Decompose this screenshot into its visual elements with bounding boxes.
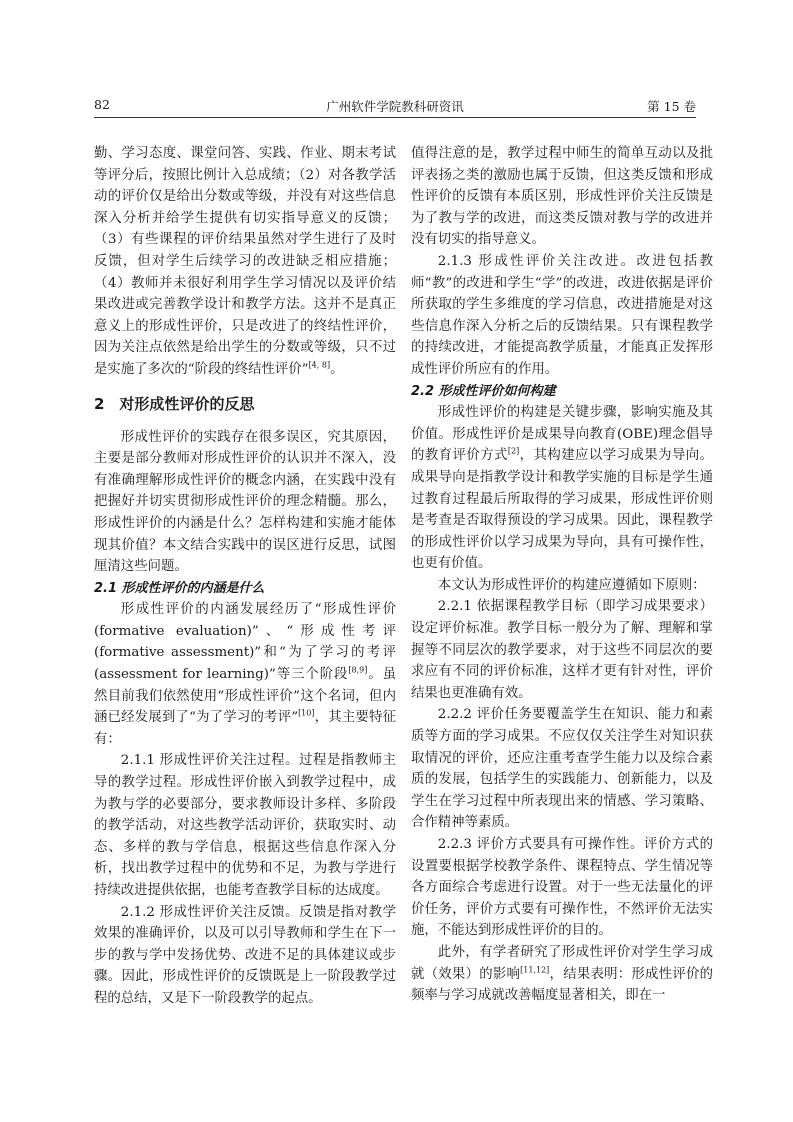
paragraph: 形成性评价的构建是关键步骤，影响实施及其价值。形成性评价是成果导向教育(OBE)理念倡导的教育评价方式[2]，其构建应以学习成果为导向。成果导向是指教学设计和教学实施的目标是学生通过教育过程最后所取得的学习成果，形成性评价则是考查是否取得预设的学习成果。因此，课程教学的形成性评价以学习成果为导向，具有可操作性，也更有价值。 — [411, 405, 714, 572]
citation: [11,12] — [520, 965, 550, 975]
running-header — [94, 97, 696, 117]
right-column — [411, 143, 713, 1007]
paragraph: 勤、学习态度、课堂问答、实践、作业、期末考试等评分后，按照比例计入总成绩；（2）对各教学活动的评价仅是给出分数或等级，并没有对这些信息深入分析并给学生提供有切实指导意义的反馈；（3）有些课程的评价结果虽然对学生进行了及时反馈，但对学生后续学习的改进缺乏相应措施；（4）教师并未很好利用学生学习情况以及评价结果改进或完善教学设计和教学方法。这并不是真正意义上的形成性评价，只是改进了的终结性评价，因为关注点依然是给出学生的分数或等级，只不过是实施了多次的“阶段的终结性评价”[4, 8]。 — [94, 146, 396, 377]
paragraph: 2.1.3 形成性评价关注改进。改进包括教师“教”的改进和学生“学”的改进，改进依据是评价所获取的学生多维度的学习信息，改进措施是对这些信息作深入分析之后的反馈结果。只有课程教学的持续改进，才能提高教学质量，才能真正发挥形成性评价所应有的作用。 — [411, 253, 713, 377]
paragraph: 形成性评价的内涵发展经历了“形成性评价(formative evaluation)”、“形成性考评(formative assessment)”和“为了学习的考评(assessment for learning)”等三个阶段[8,9]。虽然目前我们依然使用“形成性评价”这个名词，但内涵已经发展到了“为了学习的考评”[10]，其主要特征有： — [94, 602, 396, 747]
subsection-heading: 2.1 形成性评价的内涵是什么 — [94, 580, 265, 596]
citation: [10] — [298, 708, 315, 718]
header-rule — [94, 117, 696, 118]
paragraph: 2.2.1 依据课程教学目标（即学习成果要求）设定评价标准。教学目标一般分为了解、理解和掌握等不同层次的教学要求，对于这些不同层次的要求应有不同的评价标准，这样才更有针对性，评价结果也更准确有效。 — [411, 599, 713, 701]
paragraph: 2.1.1 形成性评价关注过程。过程是指教师主导的教学过程。形成性评价嵌入到教学过程中，成为教与学的必要部分，要求教师设计多样、多阶段的教学活动，对这些教学活动评价，获取实时、动态、多样的教与学信息，根据这些信息作深入分析，找出教学过程中的优势和不足，为教与学进行持续改进提供依据，也能考查教学目标的达成度。 — [94, 753, 396, 898]
paragraph: 形成性评价的实践存在很多误区，究其原因，主要是部分教师对形成性评价的认识并不深入，没有准确理解形成性评价的概念内涵，在实践中没有把握好并切实贯彻形成性评价的理念精髓。那么，形成性评价的内涵是什么？怎样构建和实施才能体现其价值？本文结合实践中的误区进行反思，试图厘清这些问题。 — [94, 429, 396, 575]
volume-label: 第 15 卷 — [647, 99, 696, 114]
subsection-heading: 2.2 形成性评价如何构建 — [411, 383, 556, 399]
page-number: 82 — [94, 97, 110, 112]
citation: [8,9] — [348, 665, 368, 675]
paragraph: 本文认为形成性评价的构建应遵循如下原则： — [437, 577, 706, 593]
paragraph: 2.1.2 形成性评价关注反馈。反馈是指对教学效果的准确评价，以及可以引导教师和学生在下一步的教与学中发扬优势、改进不足的具体建议或步骤。因此，形成性评价的反馈既是上一阶段教学过程的总结，又是下一阶段教学的起点。 — [94, 904, 396, 1006]
paragraph: 此外，有学者研究了形成性评价对学生学习成就（效果）的影响[11,12]，结果表明：形成性评价的频率与学习成就改善幅度显著相关，即在一 — [411, 944, 714, 1004]
paragraph: 值得注意的是，教学过程中师生的简单互动以及批评表扬之类的激励也属于反馈，但这类反馈和形成性评价的反馈有本质区别，形成性评价关注反馈是为了教与学的改进，而这类反馈对教与学的改进并没有切实的指导意义。 — [411, 146, 713, 248]
journal-title: 广州软件学院教科研资讯 — [326, 99, 464, 114]
section-heading: 2 对形成性评价的反思 — [94, 394, 255, 413]
paragraph: 2.2.3 评价方式要具有可操作性。评价方式的设置要根据学校教学条件、课程特点、学生情况等各方面综合考虑进行设置。对于一些无法量化的评价任务，评价方式要有可操作性，不然评价无法实施，不能达到形成性评价的目的。 — [411, 837, 713, 939]
paragraph: 2.2.2 评价任务要覆盖学生在知识、能力和素质等方面的学习成果。不应仅仅关注学生对知识获取情况的评价，还应注重考查学生能力以及综合素质的发展，包括学生的实践能力、创新能力，以及学生在学习过程中所表现出来的情感、学习策略、合作精神等素质。 — [411, 707, 713, 831]
citation: [2] — [507, 446, 520, 456]
citation: [4, 8] — [308, 360, 331, 370]
left-column — [94, 143, 396, 1010]
